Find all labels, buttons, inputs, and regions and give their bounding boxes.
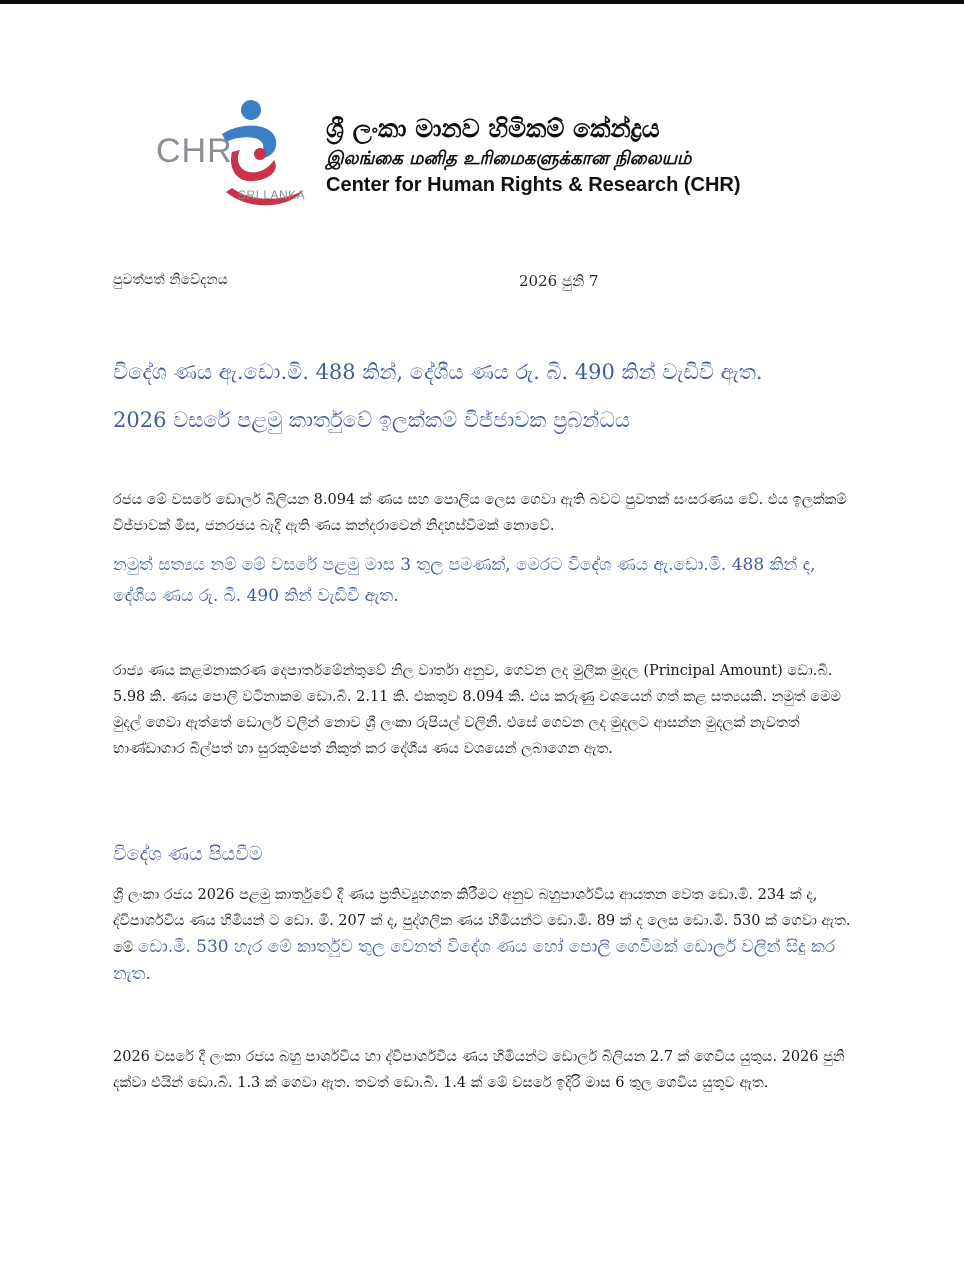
chr-logo xyxy=(150,96,320,216)
paragraph-official-report: රාජ්‍ය ණය කළමනාකරණ දෙපාර්තමේන්තුවේ නිල වාර්තා අනුව, ගෙවන ලද මුලික මුදල (Principal Amount) ඩො.බි. 5.98 කි. ණය පොලි වටිනාකම ඩො.බි. 2.11 කි. එකතුව 8.094 කි. එය කරුණු වශයෙන් ගත් කළ සත්‍යයකි. නමුත් මෙම මුදල් ගෙවා ඇත්තේ ඩොලර් වලින් නොව ශ්‍රී ලංකා රුපියල් වලිනි. එසේ ගෙවන ලද මුදලට ආසන්න මුදලක් නැවතත් භාණ්ඩාගාර බිල්පත් හා සුරකුම්පත් නිකුත් කර දේශීය ණය වශයෙන් ලබාගෙන ඇත. xyxy=(113,663,841,757)
organization-names xyxy=(326,112,746,198)
headline-secondary: 2026 වසරේ පළමු කාර්තුවේ ඉලක්කම් විජ්ජාවක ප්‍රබන්ධය xyxy=(113,408,631,432)
paragraph-foreign-debt-highlight: ඩො.මි. 530 හැර මේ කාර්තුව තුල වෙනත් විදේශ ණය හෝ පොලී ගෙවීමක් ඩොලර් වලින් සිදු කර නැත. xyxy=(113,937,836,984)
logo-sri-lanka-text: SRI LANKA xyxy=(238,188,306,202)
paragraph-intro: රජය මේ වසරේ ඩොලර් බිලියන 8.094 ක් ණය සහ පොලිය ලෙස ගෙවා ඇති බවට පුවතක් සංසරණය වේ. එය ඉලක්කම් විජ්ජාවක් මිස, ජනරජය බැදී ඇති ණය කන්දරාවෙන් නිදහස්වීමක් නොවේ. xyxy=(113,492,847,534)
press-release-label: පුවත්පත් නිවේදනය xyxy=(113,272,228,288)
logo-chr-text: CHR xyxy=(156,132,233,170)
headline-primary: විදේශ ණය ඇ.ඩො.මි. 488 කින්, දේශීය ණය රු. බි. 490 කින් වැඩිවී ඇත. xyxy=(113,360,763,384)
release-date: 2026 ජුනි 7 xyxy=(519,272,599,290)
org-name-english: Center for Human Rights & Research (CHR) xyxy=(326,174,741,196)
section-title-foreign-debt: විදේශ ණය පියවීම xyxy=(113,843,263,865)
top-border xyxy=(0,0,964,4)
org-name-tamil: இலங்கை மனித உரிமைகளுக்கான நிலையம் xyxy=(326,148,692,169)
paragraph-highlight: නමුත් සත්‍යය නම් මේ වසරේ පළමු මාස 3 තුල පමණක්, මෙරට විදේශ ණය ඇ.ඩො.මි. 488 කින් ද, දේශීය ණය රු. බි. 490 කින් වැඩිවී ඇත. xyxy=(113,555,816,606)
paragraph-foreign-debt-payments xyxy=(113,882,858,988)
org-name-sinhala: ශ්‍රී ලංකා මානව හිමිකම් කේන්ද්‍රය xyxy=(326,114,660,143)
paragraph-2026-obligations: 2026 වසරේ දී ලංකා රජය බහු පාර්ශවීය හා ද්විපාර්ශවීය ණය හිමියන්ට ඩොලර් බිලියන 2.7 ක් ගෙවිය යුතුය. 2026 ජුනි දක්වා එයින් ඩො.බි. 1.3 ක් ගෙවා ඇත. තවත් ඩො.බි. 1.4 ක් මේ වසරේ ඉදිරි මාස 6 තුල ගෙවිය යුතුව ඇත. xyxy=(113,1049,845,1091)
paragraph-foreign-debt-text: ශ්‍රී ලංකා රජය 2026 පළමු කාර්තුවේ දී ණය ප්‍රතිව්‍යුහගත කිරීමට අනුව බහුපාර්ශවීය ආයතන වෙත ඩො.මි. 234 ක් ද, ද්විපාර්ශවීය ණය හිමියන් ට ඩො. මි. 207 ක් ද, පුද්ගලික ණය හිමියන්ට ඩො.මි. 89 ක් ද ලෙස ඩො.මි. 530 ක් ගෙවා ඇත. මේ xyxy=(113,887,851,956)
